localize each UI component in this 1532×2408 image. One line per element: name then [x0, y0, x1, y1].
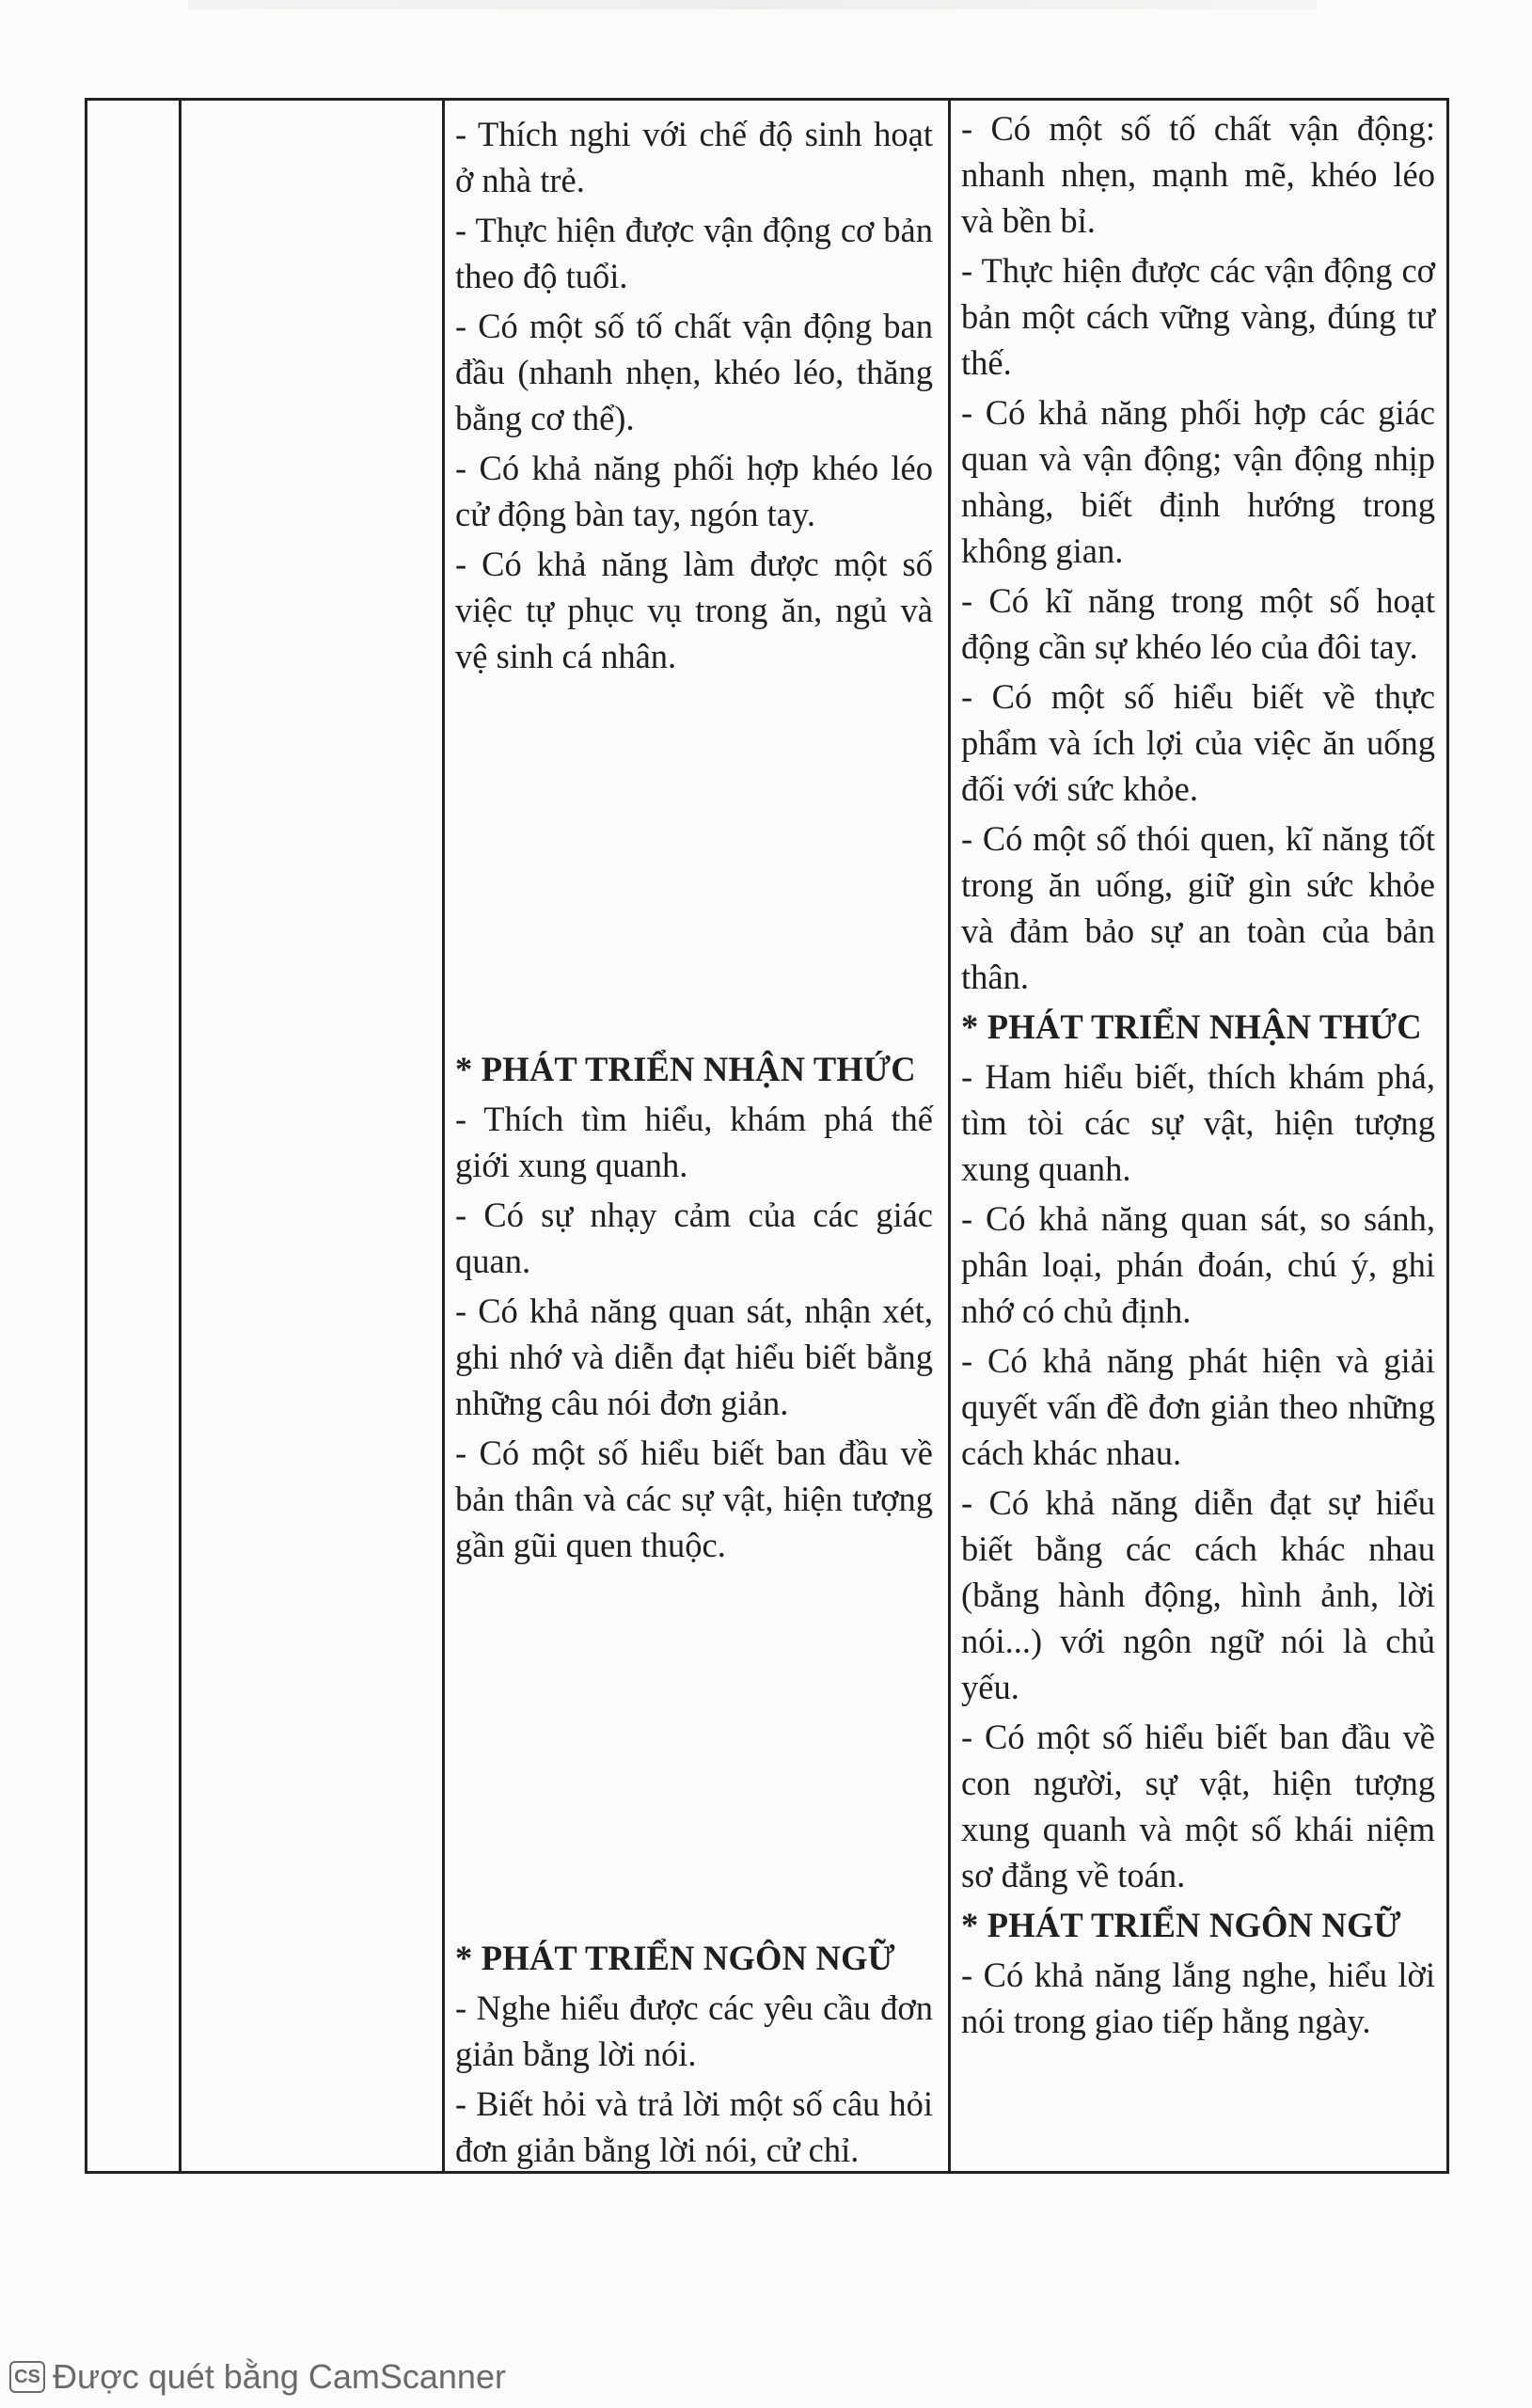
right-item: - Có khả năng phát hiện và giải quyết vấn đề đơn giản theo những cách khác nhau.	[961, 1341, 1435, 1472]
right-heading-cognitive: * PHÁT TRIỂN NHẬN THỨC	[961, 1007, 1422, 1046]
objectives-column-right	[961, 105, 1435, 2044]
right-item: - Có một số hiểu biết về thực phẩm và ích lợi của việc ăn uống đối với sức khỏe.	[961, 677, 1435, 808]
left-item: - Có khả năng quan sát, nhận xét, ghi nhớ và diễn đạt hiểu biết bằng những câu nói đơn giản.	[455, 1291, 933, 1422]
scanner-watermark-text: Được quét bằng CamScanner	[53, 2357, 506, 2396]
left-item: - Biết hỏi và trả lời một số câu hỏi đơn giản bằng lời nói, cử chỉ.	[455, 2084, 933, 2169]
right-item: - Có một số tố chất vận động: nhanh nhẹn, mạnh mẽ, khéo léo và bền bỉ.	[961, 109, 1435, 240]
right-item: - Có một số thói quen, kĩ năng tốt trong ăn uống, giữ gìn sức khỏe và đảm bảo sự an toàn của bản thân.	[961, 819, 1435, 996]
right-item: - Có khả năng quan sát, so sánh, phân loại, phán đoán, chú ý, ghi nhớ có chủ định.	[961, 1199, 1435, 1330]
left-item: - Có khả năng phối hợp khéo léo cử động bàn tay, ngón tay.	[455, 449, 933, 533]
scanner-watermark	[9, 2357, 506, 2397]
camscanner-logo-icon: CS	[9, 2361, 45, 2393]
right-item: - Có khả năng diễn đạt sự hiểu biết bằng các cách khác nhau (bằng hành động, hình ảnh, lời nói...) với ngôn ngữ nói là chủ yếu.	[961, 1483, 1435, 1706]
table-right-border	[1446, 98, 1449, 2174]
left-item: - Có sự nhạy cảm của các giác quan.	[455, 1196, 933, 1280]
table-divider-2	[442, 98, 445, 2174]
left-item: - Có một số hiểu biết ban đầu về bản thân và các sự vật, hiện tượng gần gũi quen thuộc.	[455, 1434, 933, 1564]
left-item: - Thực hiện được vận động cơ bản theo độ tuổi.	[455, 211, 933, 295]
left-item: - Có khả năng làm được một số việc tự phục vụ trong ăn, ngủ và vệ sinh cá nhân.	[455, 545, 933, 675]
table-divider-3	[948, 98, 951, 2174]
right-item: - Thực hiện được các vận động cơ bản một cách vững vàng, đúng tư thế.	[961, 251, 1435, 382]
right-item: - Có khả năng lắng nghe, hiểu lời nói trong giao tiếp hằng ngày.	[961, 1956, 1435, 2040]
left-item: - Có một số tố chất vận động ban đầu (nhanh nhẹn, khéo léo, thăng bằng cơ thể).	[455, 307, 933, 437]
right-item: - Ham hiểu biết, thích khám phá, tìm tòi các sự vật, hiện tượng xung quanh.	[961, 1057, 1435, 1188]
scan-edge-artifact	[188, 0, 1317, 9]
left-heading-cognitive: * PHÁT TRIỂN NHẬN THỨC	[455, 1050, 916, 1088]
table-divider-1	[179, 98, 182, 2174]
right-item: - Có một số hiểu biết ban đầu về con người, sự vật, hiện tượng xung quanh và một số khái niệm sơ đẳng về toán.	[961, 1718, 1435, 1894]
right-heading-language: * PHÁT TRIỂN NGÔN NGỮ	[961, 1906, 1401, 1944]
left-item: - Nghe hiểu được các yêu cầu đơn giản bằng lời nói.	[455, 1988, 933, 2073]
table-top-border	[85, 98, 1449, 101]
right-item: - Có khả năng phối hợp các giác quan và vận động; vận động nhịp nhàng, biết định hướng trong không gian.	[961, 393, 1435, 570]
left-item: - Thích nghi với chế độ sinh hoạt ở nhà trẻ.	[455, 115, 933, 199]
left-item: - Thích tìm hiểu, khám phá thế giới xung quanh.	[455, 1100, 933, 1184]
left-heading-language: * PHÁT TRIỂN NGÔN NGỮ	[455, 1939, 895, 1977]
objectives-column-left	[455, 111, 933, 2173]
table-left-border	[85, 98, 87, 2174]
right-item: - Có kĩ năng trong một số hoạt động cần sự khéo léo của đôi tay.	[961, 581, 1435, 666]
